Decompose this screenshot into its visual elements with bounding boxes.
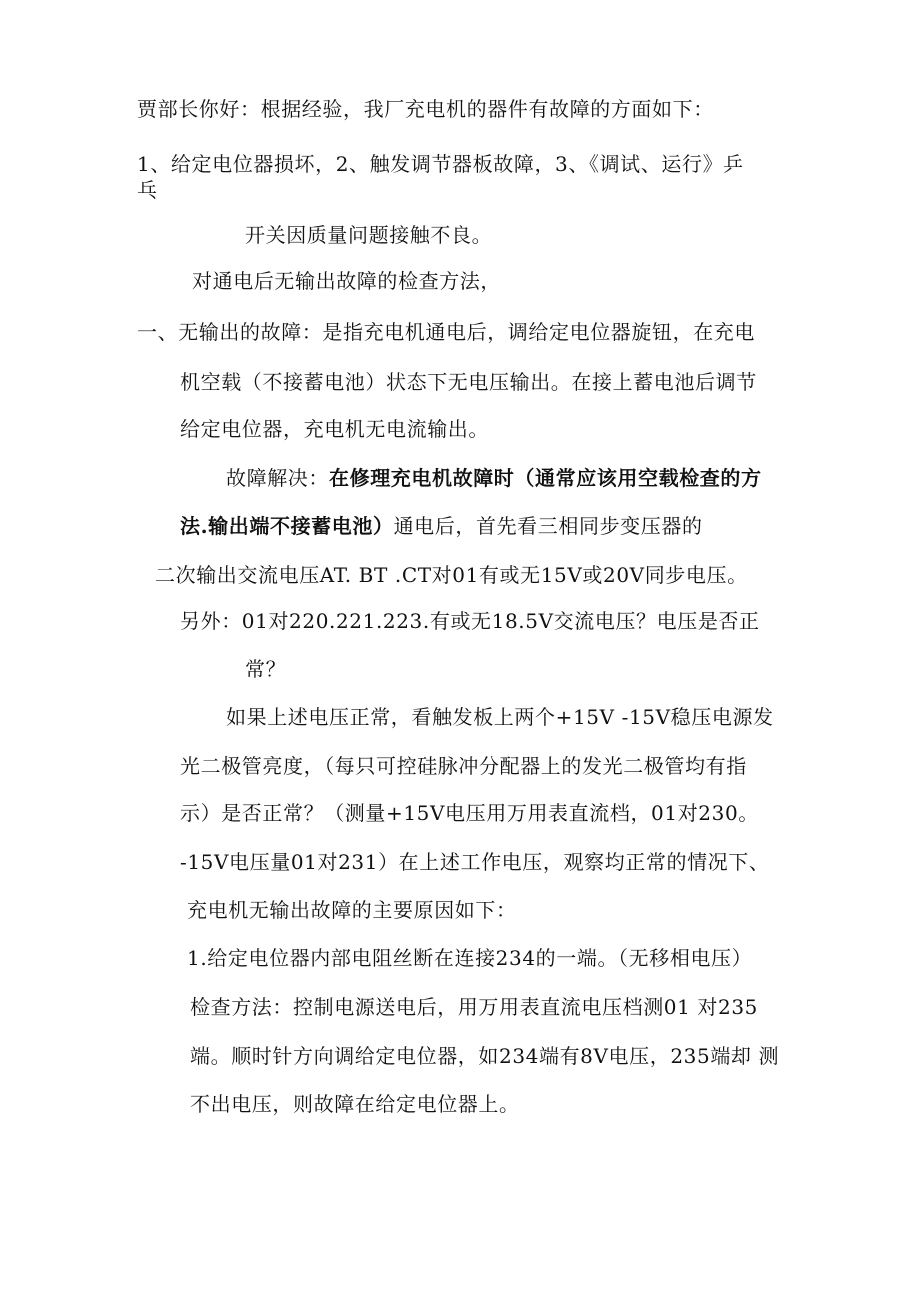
cause1-line-1: 1.给定电位器内部电阻丝断在连接234的一端。（无移相电压） <box>187 946 753 970</box>
intro-line: 对通电后无输出故障的检查方法， <box>192 269 501 293</box>
other-line-1: 另外：01对220.221.223.有或无18.5V交流电压？电压是否正 <box>180 609 760 633</box>
cause1-line-3: 端。顺时针方向调给定电位器，如234端有8V电压，235端却 测 <box>190 1044 780 1068</box>
section1-line-3: 给定电位器，充电机无电流输出。 <box>180 417 489 441</box>
check-line-1: 如果上述电压正常，看触发板上两个+15V -15V稳压电源发 <box>226 705 774 729</box>
solution-bold-text-2: 法.输出端不接蓄电池） <box>180 514 394 538</box>
check-line-3: 示）是否正常？（测量+15V电压用万用表直流档，01对230。 <box>180 801 759 825</box>
other-line-2: 常？ <box>245 657 287 681</box>
cause1-line-4: 不出电压，则故障在给定电位器上。 <box>190 1092 520 1116</box>
solution-line-3: 二次输出交流电压AT. BT .CT对01有或无15V或20V同步电压。 <box>155 563 748 587</box>
check-line-5: 充电机无输出故障的主要原因如下： <box>187 898 517 922</box>
check-line-2: 光二极管亮度，（每只可控硅脉冲分配器上的发光二极管均有指 <box>180 754 747 778</box>
solution-bold-text-1: 在修理充电机故障时（通常应该用空载检查的方 <box>329 466 762 490</box>
check-line-4: -15V电压量01对231）在上述工作电压，观察均正常的情况下、 <box>180 850 770 874</box>
solution-line-1 <box>226 465 762 491</box>
solution-text-2: 通电后，首先看三相同步变压器的 <box>393 514 703 538</box>
faults-line-2: 开关因质量问题接触不良。 <box>245 223 493 247</box>
section1-line-2: 机空载（不接蓄电池）状态下无电压输出。在接上蓄电池后调节 <box>180 370 757 394</box>
section1-line-1: 一、无输出的故障：是指充电机通电后，调给定电位器旋钮，在充电 <box>137 320 755 344</box>
faults-line-1-wrap: 乓 <box>137 178 158 202</box>
solution-line-2 <box>180 513 703 539</box>
faults-line-1: 1、给定电位器损坏，2、触发调节器板故障，3、《调试、运行》乒 <box>137 152 744 176</box>
greeting-line: 贾部长你好：根据经验，我厂充电机的器件有故障的方面如下： <box>137 97 714 121</box>
cause1-line-2: 检查方法：控制电源送电后，用万用表直流电压档测01 对235 <box>190 995 758 1019</box>
solution-label: 故障解决： <box>226 466 329 490</box>
